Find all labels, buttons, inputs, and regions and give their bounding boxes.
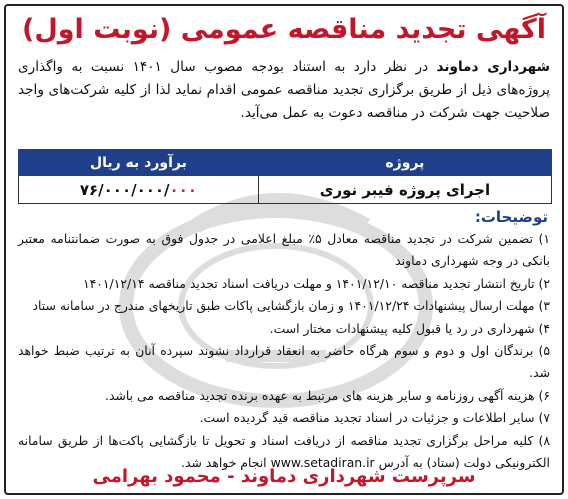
project-cell: اجرای پروژه فیبر نوری <box>258 176 551 204</box>
list-item: ۳) مهلت ارسال پیشنهادات ۱۴۰۱/۱۲/۲۴ و زمان بازگشایی پاکات طبق تاریخهای مندرج در سامانه ستاد <box>32 298 550 314</box>
header-project: پروژه <box>258 150 551 176</box>
ad-frame <box>4 4 564 495</box>
estimate-suffix: ۰۰۰ <box>169 180 197 199</box>
bid-table <box>18 149 552 204</box>
list-item: ۱) تضمین شرکت در تجدید مناقصه معادل ۵٪ مبلغ اعلامی در جدول فوق به صورت ضمانتنامه معتبر بانکی در وجه شهرداری دماوند <box>18 231 550 269</box>
ad-title: آگهی تجدید مناقصه عمومی (نوبت اول) <box>22 14 546 45</box>
intro-text: در نظر دارد به استناد بودجه مصوب سال ۱۴۰۱ نسبت به واگذاری پروژه‌های ذیل از طریق برگزاری تجدید مناقصه عمومی اقدام نماید لذا از کلیه شرکت‌های واجد صلاحیت جهت شرکت در مناقصه دعوت به عمل می‌آید. <box>18 59 550 121</box>
list-item: ۴) شهرداری در رد یا قبول کلیه پیشنهادات مختار است. <box>269 320 550 336</box>
estimate-main: ۷۶/۰۰۰/۰۰۰/ <box>79 180 170 199</box>
header-estimate: برآورد به ریال <box>19 150 259 176</box>
estimate-cell <box>19 176 259 204</box>
list-item: ۸) کلیه مراحل برگزاری تجدید مناقصه از دریافت اسناد و تحویل تا بازگشایی پاکت‌ها از طریق سامانه الکترونیکی دولت (ستاد) به آدرس www.setadiran.ir انجام خواهد شد. <box>18 432 550 471</box>
notes-title: توضیحات: <box>474 208 548 226</box>
list-item: ۲) تاریخ انتشار تجدید مناقصه ۱۴۰۱/۱۲/۱۰ و مهلت دریافت اسناد تجدید مناقصه ۱۴۰۱/۱۲/۱۴ <box>82 275 550 291</box>
list-item: ۶) هزینه آگهی روزنامه و سایر هزینه های مرتبط به عهده برنده تجدید مناقصه می باشد. <box>105 387 550 403</box>
signature: سرپرست شهرداری دماوند - محمود بهرامی <box>92 466 476 487</box>
list-item: ۵) برندگان اول و دوم و سوم هرگاه حاضر به انعقاد قرارداد نشوند سپرده آنان به ترتیب ضبط خواهد شد. <box>18 343 550 381</box>
bid-table-header <box>19 150 552 176</box>
intro-paragraph <box>18 56 550 125</box>
list-item: ۷) سایر اطلاعات و جزئیات در اسناد تجدید مناقصه قید گردیده است. <box>199 410 550 426</box>
notes-list <box>18 228 550 474</box>
table-row <box>19 176 552 204</box>
municipality-name: شهرداری دماوند <box>436 59 550 75</box>
